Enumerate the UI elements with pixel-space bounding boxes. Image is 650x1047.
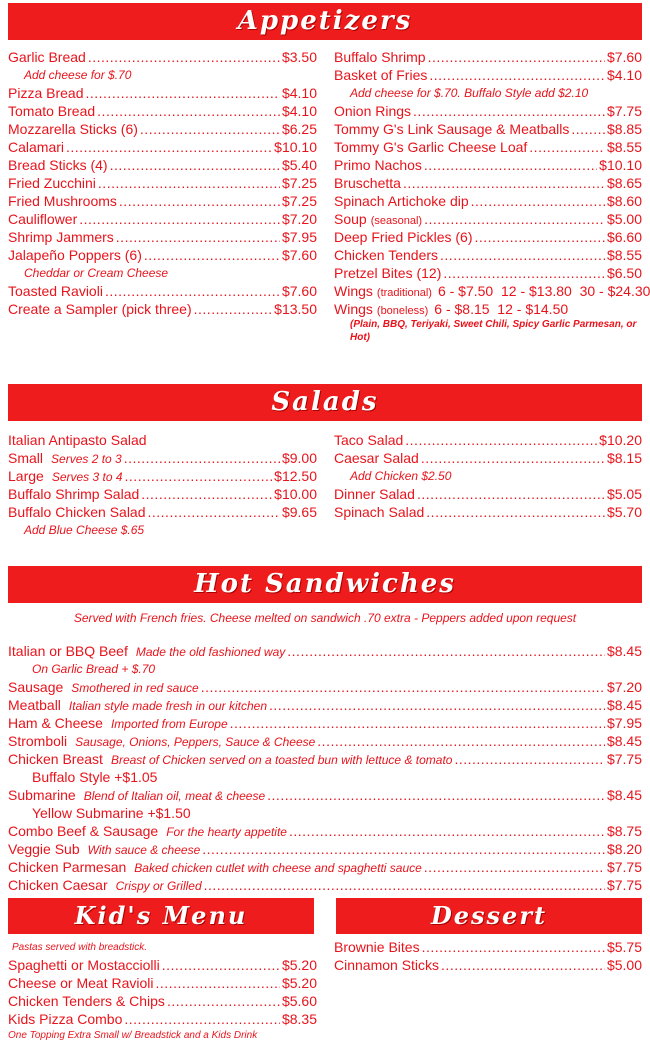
menu-item-name: Primo Nachos xyxy=(334,157,422,173)
dot-leader xyxy=(124,449,280,467)
menu-item-name: Soup xyxy=(334,211,367,227)
dot-leader xyxy=(202,840,605,858)
menu-item xyxy=(8,300,317,318)
menu-item-name: Tommy G's Garlic Cheese Loaf xyxy=(334,139,528,155)
item-note: On Garlic Bread + $.70 xyxy=(32,662,156,676)
dot-leader xyxy=(424,858,605,876)
menu-item-name: Kids Pizza Combo xyxy=(8,1011,123,1027)
menu-item-name: Spaghetti or Mostacciolli xyxy=(8,957,160,973)
dot-leader xyxy=(405,431,597,449)
menu-item xyxy=(334,264,642,282)
dot-leader xyxy=(426,503,605,521)
menu-item xyxy=(8,956,317,974)
menu-item-description: Italian style made fresh in our kitchen xyxy=(68,699,268,713)
menu-item-name: Basket of Fries xyxy=(334,67,428,83)
dot-leader xyxy=(424,156,597,174)
item-note: Add Chicken $2.50 xyxy=(350,469,452,483)
kids-menu-footnote: One Topping Extra Small w/ Breadstick and a Kids Drink xyxy=(8,1030,258,1041)
dot-leader xyxy=(317,732,605,750)
dot-leader xyxy=(194,300,273,318)
menu-item-price: $8.55 xyxy=(606,247,642,263)
dot-leader xyxy=(105,282,280,300)
menu-item xyxy=(334,485,642,503)
menu-item-price: $7.75 xyxy=(606,877,642,893)
dot-leader xyxy=(88,48,280,66)
dot-leader xyxy=(119,192,280,210)
dot-leader xyxy=(267,786,605,804)
dessert-banner xyxy=(336,898,642,934)
menu-item-name: Chicken Caesar xyxy=(8,877,108,893)
menu-item-name: Chicken Tenders & Chips xyxy=(8,993,165,1009)
menu-item-price: $8.45 xyxy=(606,787,642,803)
menu-item-price: $5.20 xyxy=(281,975,317,991)
menu-item xyxy=(8,714,642,732)
dot-leader xyxy=(269,696,605,714)
hot-sandwiches-banner xyxy=(8,566,642,603)
menu-item-name: Veggie Sub xyxy=(8,841,80,857)
menu-item-description: Crispy or Grilled xyxy=(115,879,202,893)
menu-item xyxy=(8,120,317,138)
menu-item-name: Garlic Bread xyxy=(8,49,86,65)
menu-item-price: $7.75 xyxy=(606,859,642,875)
menu-item-price: $10.10 xyxy=(599,157,642,173)
menu-item-tier-prices: 6 - $7.50 12 - $13.80 30 - $24.30 xyxy=(437,283,650,299)
salads-banner xyxy=(8,384,642,421)
menu-item xyxy=(8,642,642,660)
item-note: Add cheese for $.70 xyxy=(24,68,132,82)
menu-item-price: $7.75 xyxy=(606,103,642,119)
menu-item-name: Brownie Bites xyxy=(334,939,420,955)
menu-item-name: Wings xyxy=(334,301,373,317)
dot-leader xyxy=(116,228,280,246)
menu-item xyxy=(8,102,317,120)
menu-item xyxy=(334,228,642,246)
menu-item-name: Stromboli xyxy=(8,733,68,749)
dot-leader xyxy=(443,264,605,282)
menu-item-name: Cauliflower xyxy=(8,211,78,227)
menu-item-name: Fried Zucchini xyxy=(8,175,96,191)
dot-leader xyxy=(110,156,280,174)
dot-leader xyxy=(125,467,273,485)
menu-item-name: Bruschetta xyxy=(334,175,401,191)
dot-leader xyxy=(475,228,605,246)
menu-item-price: $10.00 xyxy=(274,486,317,502)
menu-item xyxy=(8,876,642,894)
menu-item xyxy=(8,48,317,66)
dot-leader xyxy=(413,102,605,120)
menu-item-description: With sauce & cheese xyxy=(87,843,201,857)
menu-item xyxy=(8,192,317,210)
dot-leader xyxy=(144,246,280,264)
menu-item-name: Create a Sampler (pick three) xyxy=(8,301,192,317)
menu-item-price: $7.95 xyxy=(606,715,642,731)
menu-item-price: $7.25 xyxy=(281,193,317,209)
dot-leader xyxy=(440,246,605,264)
salads-left-list xyxy=(8,431,317,539)
menu-item xyxy=(334,192,642,210)
menu-item xyxy=(8,858,642,876)
menu-item-price: $5.60 xyxy=(281,993,317,1009)
menu-item-name: Buffalo Shrimp xyxy=(334,49,426,65)
menu-item-name: Mozzarella Sticks (6) xyxy=(8,121,138,137)
menu-item xyxy=(334,156,642,174)
menu-item-name: Meatball xyxy=(8,697,61,713)
dot-leader xyxy=(403,174,605,192)
menu-item-name: Small xyxy=(8,450,44,466)
dot-leader xyxy=(140,120,280,138)
menu-item xyxy=(8,840,642,858)
menu-item-name: Spinach Salad xyxy=(334,504,425,520)
menu-item-price: $5.00 xyxy=(606,211,642,227)
menu-item-price: $7.20 xyxy=(606,679,642,695)
menu-item xyxy=(8,467,317,485)
item-small-note: (Plain, BBQ, Teriyaki, Sweet Chili, Spicy Garlic Parmesan, or Hot) xyxy=(350,319,637,343)
menu-item-name: Combo Beef & Sausage xyxy=(8,823,159,839)
dot-leader xyxy=(167,992,280,1010)
menu-item-price: $7.20 xyxy=(281,211,317,227)
menu-item xyxy=(8,696,642,714)
menu-item-tier-prices: 6 - $8.15 12 - $14.50 xyxy=(434,301,569,317)
item-note: Add cheese for $.70. Buffalo Style add $2.10 xyxy=(350,86,589,100)
menu-item-description: Serves 2 to 3 xyxy=(51,452,122,466)
menu-item xyxy=(8,974,317,992)
menu-item-price: $5.75 xyxy=(606,939,642,955)
menu-item xyxy=(8,84,317,102)
menu-item xyxy=(8,431,317,449)
menu-item-price: $10.20 xyxy=(599,432,642,448)
dot-leader xyxy=(98,174,280,192)
dot-leader xyxy=(571,120,605,138)
menu-item-name: Wings xyxy=(334,283,373,299)
menu-item-name: Large xyxy=(8,468,44,484)
menu-item xyxy=(334,449,642,467)
menu-item-price: $8.55 xyxy=(606,139,642,155)
menu-item-name: Pizza Bread xyxy=(8,85,84,101)
menu-item-name: Fried Mushrooms xyxy=(8,193,117,209)
menu-item-price: $9.00 xyxy=(281,450,317,466)
dot-leader xyxy=(417,485,605,503)
dot-leader xyxy=(454,750,604,768)
menu-item xyxy=(334,956,642,974)
dot-leader xyxy=(424,210,605,228)
menu-item xyxy=(8,750,642,768)
menu-item-description: Sausage, Onions, Peppers, Sauce & Cheese xyxy=(75,735,316,749)
menu-item xyxy=(8,282,317,300)
menu-item xyxy=(334,48,642,66)
menu-item xyxy=(8,992,317,1010)
dessert-list xyxy=(334,938,642,974)
menu-item-price: $13.50 xyxy=(274,301,317,317)
menu-item-name: Chicken Tenders xyxy=(334,247,439,263)
dot-leader xyxy=(148,503,280,521)
menu-item-name: Chicken Breast xyxy=(8,751,103,767)
menu-item-subnote: (boneless) xyxy=(376,305,429,317)
salads-title: Salads xyxy=(271,387,379,417)
dot-leader xyxy=(441,956,605,974)
dot-leader xyxy=(289,822,605,840)
menu-item-name: Bread Sticks (4) xyxy=(8,157,108,173)
appetizers-title: Appetizers xyxy=(237,6,413,36)
menu-item-name: Sausage xyxy=(8,679,64,695)
menu-item-price: $7.75 xyxy=(606,751,642,767)
item-note: Cheddar or Cream Cheese xyxy=(24,266,169,280)
menu-item-subnote: (traditional) xyxy=(376,287,432,299)
dot-leader xyxy=(141,485,272,503)
hot-sandwiches-list xyxy=(8,642,642,894)
menu-item xyxy=(334,66,642,84)
menu-item-name: Cinnamon Sticks xyxy=(334,957,440,973)
menu-item xyxy=(8,822,642,840)
item-note: Add Blue Cheese $.65 xyxy=(24,523,145,537)
menu-item-description: Smothered in red sauce xyxy=(71,681,199,695)
menu-item-description: For the hearty appetite xyxy=(166,825,287,839)
appetizers-banner xyxy=(8,3,642,40)
dot-leader xyxy=(124,1010,280,1028)
menu-item-price: $4.10 xyxy=(281,85,317,101)
menu-item-name: Cheese or Meat Ravioli xyxy=(8,975,154,991)
menu-item xyxy=(8,1010,317,1028)
menu-item xyxy=(8,786,642,804)
menu-item-name: Italian Antipasto Salad xyxy=(8,432,147,448)
menu-item xyxy=(334,282,650,300)
menu-item xyxy=(8,138,317,156)
menu-item-price: $8.65 xyxy=(606,175,642,191)
menu-item-name: Dinner Salad xyxy=(334,486,415,502)
menu-item-price: $6.50 xyxy=(606,265,642,281)
menu-item-price: $9.65 xyxy=(281,504,317,520)
appetizers-right-list xyxy=(334,48,650,343)
menu-item-price: $8.60 xyxy=(606,193,642,209)
menu-item xyxy=(334,503,642,521)
menu-item-price: $7.60 xyxy=(281,283,317,299)
salads-right-list xyxy=(334,431,642,521)
menu-item xyxy=(8,449,317,467)
menu-item xyxy=(334,938,642,956)
dot-leader xyxy=(156,974,280,992)
dot-leader xyxy=(422,938,605,956)
menu-item-price: $7.25 xyxy=(281,175,317,191)
menu-item-name: Buffalo Shrimp Salad xyxy=(8,486,140,502)
menu-item-price: $4.10 xyxy=(281,103,317,119)
menu-item-price: $6.60 xyxy=(606,229,642,245)
menu-item-price: $12.50 xyxy=(274,468,317,484)
menu-item-name: Shrimp Jammers xyxy=(8,229,114,245)
dot-leader xyxy=(204,876,605,894)
menu-item-price: $8.15 xyxy=(606,450,642,466)
dessert-title: Dessert xyxy=(430,901,548,930)
hot-sandwiches-subtitle: Served with French fries. Cheese melted on sandwich .70 extra - Peppers added upon request xyxy=(73,611,577,625)
menu-item xyxy=(8,732,642,750)
menu-item-name: Submarine xyxy=(8,787,76,803)
menu-item-price: $8.45 xyxy=(606,697,642,713)
menu-item-name: Pretzel Bites (12) xyxy=(334,265,442,281)
menu-item-price: $8.35 xyxy=(281,1011,317,1027)
menu-item-subnote: (seasonal) xyxy=(370,215,423,227)
appetizers-left-list xyxy=(8,48,317,318)
item-addon: Yellow Submarine +$1.50 xyxy=(32,805,191,821)
dot-leader xyxy=(421,449,605,467)
menu-item-price: $3.50 xyxy=(281,49,317,65)
menu-item-price: $6.25 xyxy=(281,121,317,137)
menu-item xyxy=(8,678,642,696)
dot-leader xyxy=(429,66,605,84)
kids-menu-title: Kid's Menu xyxy=(74,901,248,930)
menu-item-name: Buffalo Chicken Salad xyxy=(8,504,146,520)
item-addon: Buffalo Style +$1.05 xyxy=(32,769,158,785)
menu-item xyxy=(334,174,642,192)
menu-item-name: Ham & Cheese xyxy=(8,715,103,731)
menu-item-price: $8.75 xyxy=(606,823,642,839)
dot-leader xyxy=(428,48,605,66)
menu-item-price: $5.05 xyxy=(606,486,642,502)
menu-item-description: Breast of Chicken served on a toasted bun with lettuce & tomato xyxy=(110,753,453,767)
menu-item-name: Taco Salad xyxy=(334,432,404,448)
menu-item-description: Blend of Italian oil, meat & cheese xyxy=(83,789,266,803)
kids-menu-list xyxy=(8,956,317,1028)
menu-item-description: Baked chicken cutlet with cheese and spaghetti sauce xyxy=(134,861,422,875)
menu-item-name: Toasted Ravioli xyxy=(8,283,103,299)
menu-item xyxy=(8,485,317,503)
menu-item xyxy=(8,228,317,246)
dot-leader xyxy=(287,642,605,660)
menu-item-price: $10.10 xyxy=(274,139,317,155)
menu-item-price: $5.00 xyxy=(606,957,642,973)
menu-item xyxy=(334,210,642,228)
kids-menu-subtitle: Pastas served with breadstick. xyxy=(12,942,148,953)
menu-item xyxy=(8,174,317,192)
hot-sandwiches-title: Hot Sandwiches xyxy=(194,569,456,599)
dot-leader xyxy=(97,102,280,120)
menu-item-price: $5.70 xyxy=(606,504,642,520)
menu-item-description: Imported from Europe xyxy=(110,717,228,731)
dot-leader xyxy=(85,84,279,102)
menu-item-name: Calamari xyxy=(8,139,65,155)
dot-leader xyxy=(79,210,280,228)
menu-item-price: $8.45 xyxy=(606,643,642,659)
menu-item-price: $7.95 xyxy=(281,229,317,245)
menu-item xyxy=(8,156,317,174)
dot-leader xyxy=(201,678,605,696)
menu-item xyxy=(8,503,317,521)
menu-item-name: Onion Rings xyxy=(334,103,412,119)
menu-item-name: Chicken Parmesan xyxy=(8,859,127,875)
menu-item-price: $7.60 xyxy=(281,247,317,263)
menu-item xyxy=(334,120,642,138)
menu-item-price: $8.20 xyxy=(606,841,642,857)
menu-item-name: Tomato Bread xyxy=(8,103,96,119)
menu-item-name: Caesar Salad xyxy=(334,450,419,466)
dot-leader xyxy=(230,714,605,732)
menu-item-price: $5.20 xyxy=(281,957,317,973)
menu-item-description: Made the old fashioned way xyxy=(135,645,286,659)
dot-leader xyxy=(162,956,280,974)
menu-item xyxy=(8,246,317,264)
menu-item-name: Tommy G's Link Sausage & Meatballs xyxy=(334,121,570,137)
menu-item-name: Italian or BBQ Beef xyxy=(8,643,128,659)
menu-item xyxy=(334,431,642,449)
menu-item xyxy=(334,300,642,318)
dot-leader xyxy=(66,138,272,156)
menu-item-name: Spinach Artichoke dip xyxy=(334,193,469,209)
menu-item xyxy=(8,210,317,228)
menu-item xyxy=(334,102,642,120)
menu-item-price: $8.85 xyxy=(606,121,642,137)
menu-item-price: $8.45 xyxy=(606,733,642,749)
menu-item-name: Deep Fried Pickles (6) xyxy=(334,229,473,245)
dot-leader xyxy=(529,138,605,156)
menu-item-description: Serves 3 to 4 xyxy=(51,470,123,484)
kids-menu-banner xyxy=(8,898,314,934)
menu-item-price: $7.60 xyxy=(606,49,642,65)
menu-item xyxy=(334,246,642,264)
menu-item-price: $4.10 xyxy=(606,67,642,83)
dot-leader xyxy=(471,192,605,210)
menu-item-name: Jalapeño Poppers (6) xyxy=(8,247,142,263)
menu-item xyxy=(334,138,642,156)
menu-item-price: $5.40 xyxy=(281,157,317,173)
